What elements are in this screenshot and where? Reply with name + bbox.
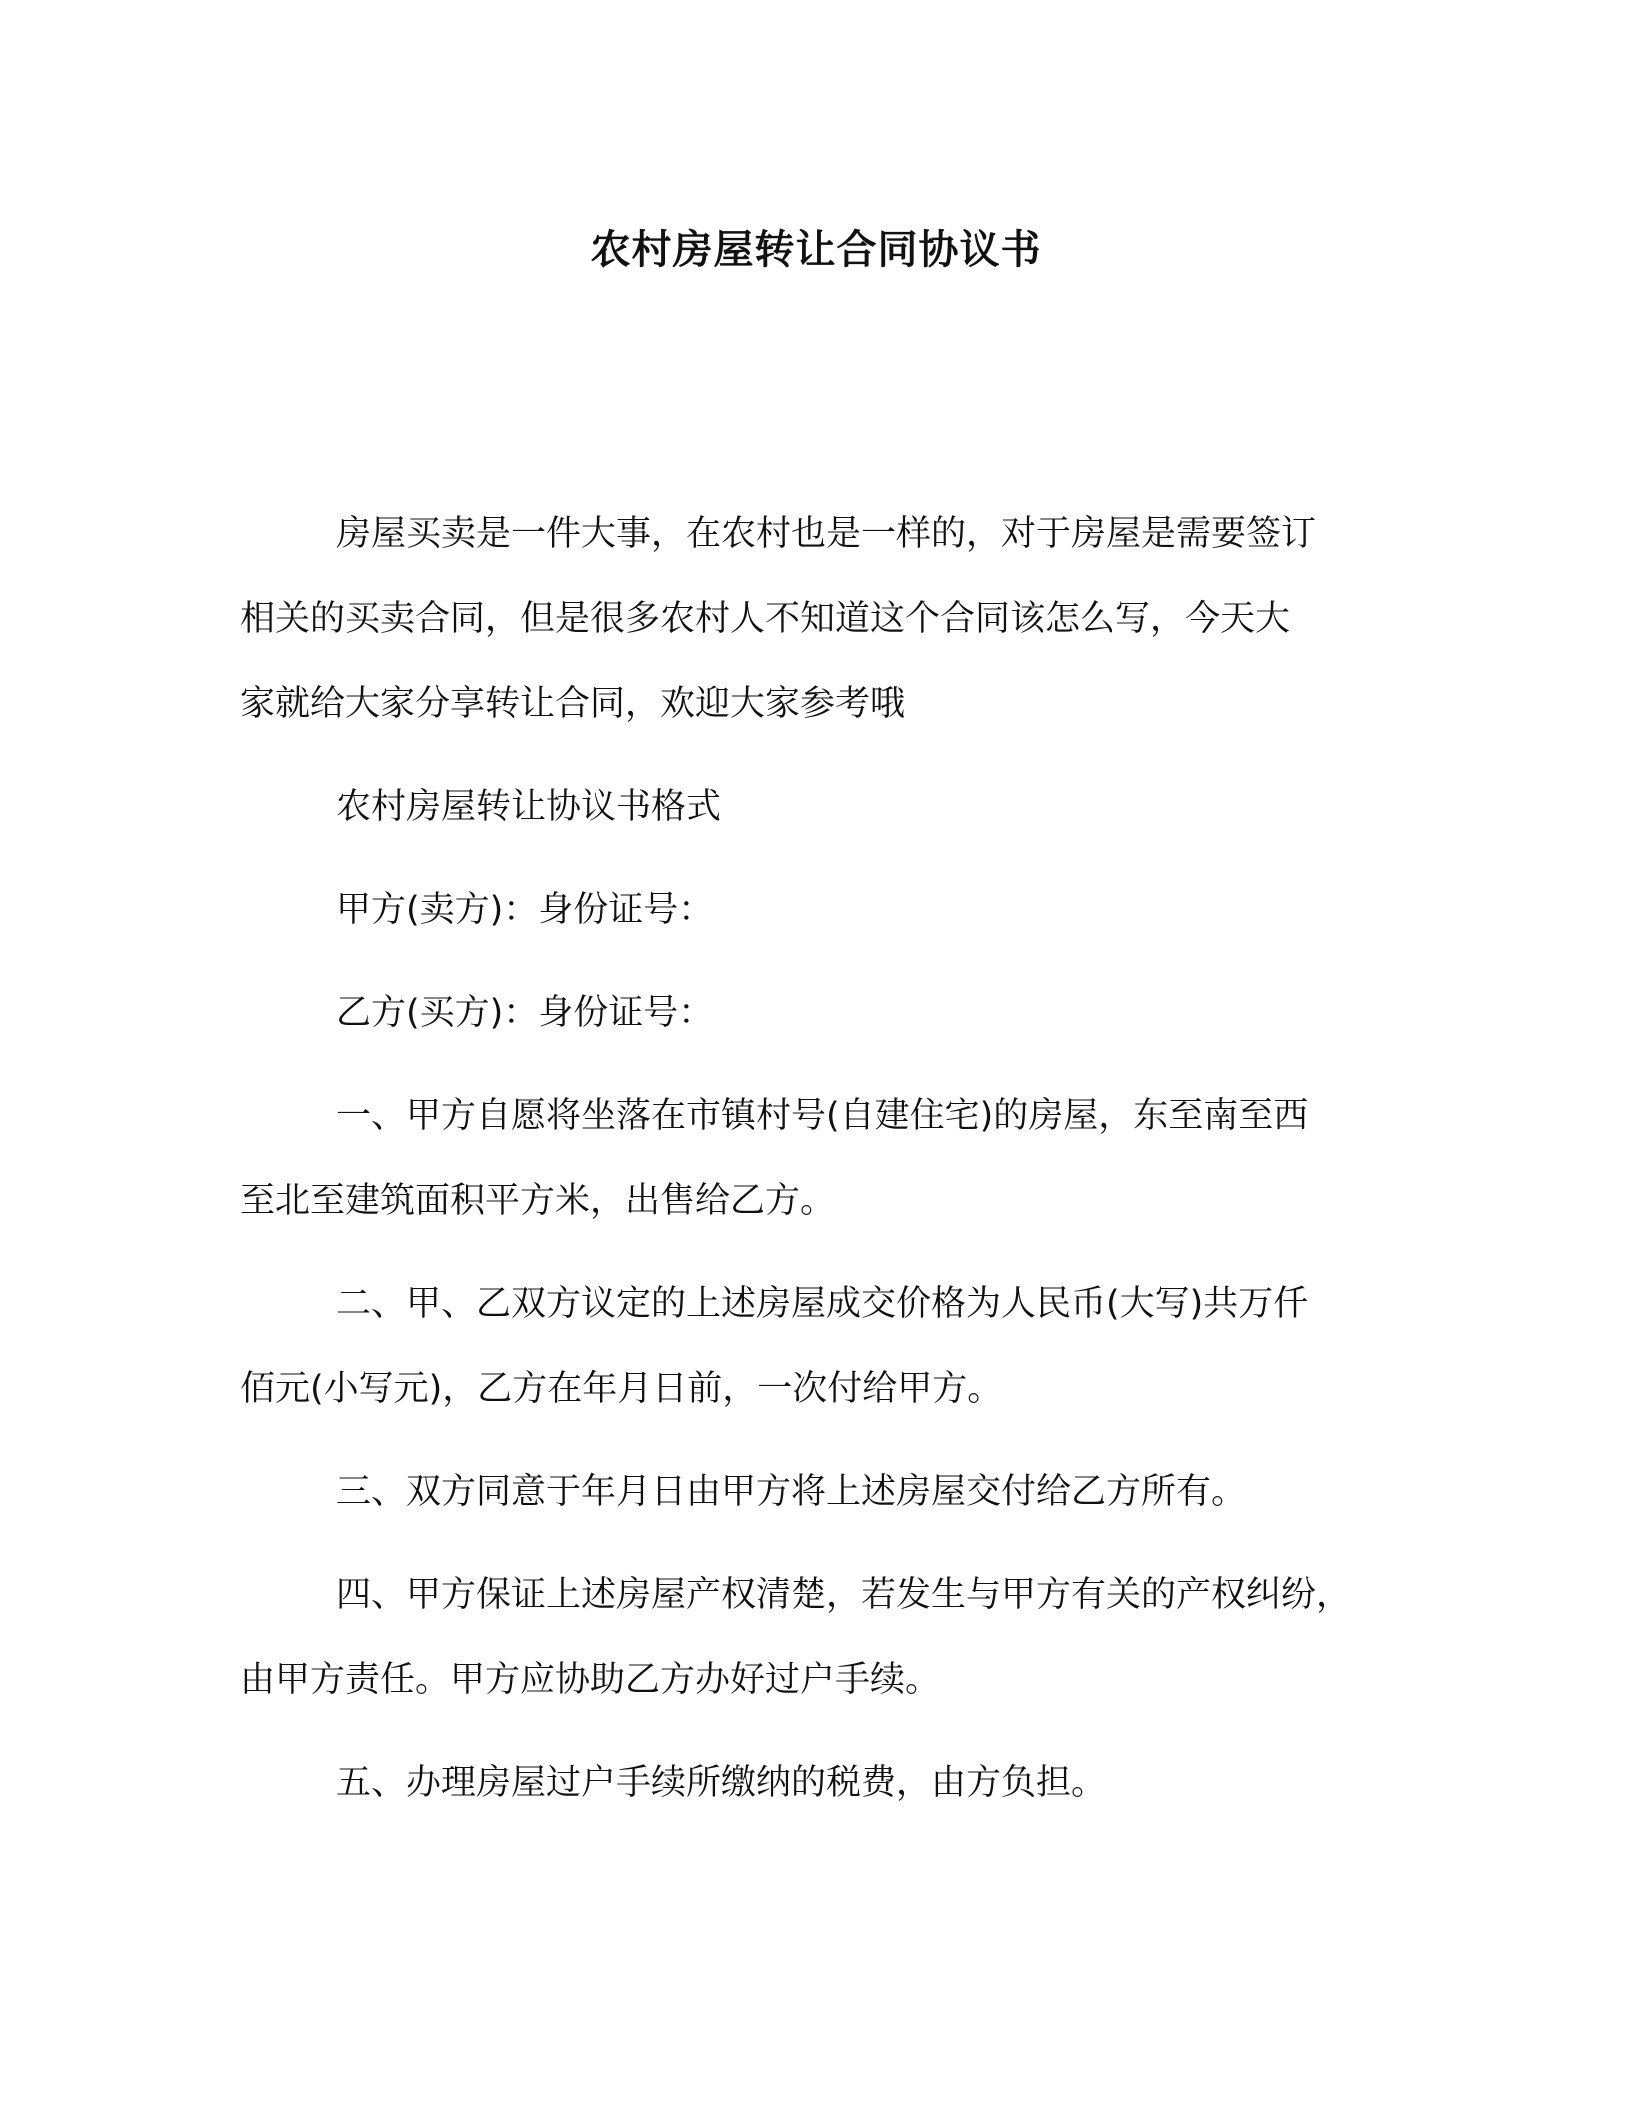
text-line: 甲方(卖方)：身份证号： [336, 890, 714, 930]
text-line: 五、办理房屋过户手续所缴纳的税费，由方负担。 [336, 1763, 1107, 1803]
party-b-line [240, 971, 1400, 1056]
text-line: 由甲方责任。甲方应协助乙方办好过户手续。 [240, 1660, 941, 1700]
clause-1 [240, 1074, 1400, 1244]
document-title: 农村房屋转让合同协议书 [590, 227, 1042, 273]
format-heading [240, 765, 1400, 850]
text-line: 佰元(小写元)，乙方在年月日前，一次付给甲方。 [240, 1369, 1003, 1409]
text-line: 乙方(买方)：身份证号： [336, 993, 714, 1033]
party-a-line [240, 868, 1400, 953]
intro-paragraph [240, 492, 1400, 747]
clause-4 [240, 1553, 1400, 1723]
text-line: 三、双方同意于年月日由甲方将上述房屋交付给乙方所有。 [336, 1472, 1247, 1512]
document-body [240, 492, 1400, 1826]
text-line: 农村房屋转让协议书格式 [336, 787, 722, 827]
text-line: 四、甲方保证上述房屋产权清楚，若发生与甲方有关的产权纠纷， [336, 1575, 1352, 1615]
text-line: 至北至建筑面积平方米，出售给乙方。 [240, 1181, 836, 1221]
clause-2 [240, 1262, 1400, 1432]
clause-3 [240, 1450, 1400, 1535]
text-line: 一、甲方自愿将坐落在市镇村号(自建住宅)的房屋，东至南至西 [336, 1096, 1309, 1136]
text-line: 相关的买卖合同，但是很多农村人不知道这个合同该怎么写，今天大 [240, 599, 1291, 639]
text-line: 家就给大家分享转让合同，欢迎大家参考哦 [240, 684, 906, 724]
text-line: 二、甲、乙双方议定的上述房屋成交价格为人民币(大写)共万仟 [336, 1284, 1309, 1324]
text-line: 房屋买卖是一件大事，在农村也是一样的，对于房屋是需要签订 [336, 514, 1317, 554]
clause-5 [240, 1741, 1400, 1826]
